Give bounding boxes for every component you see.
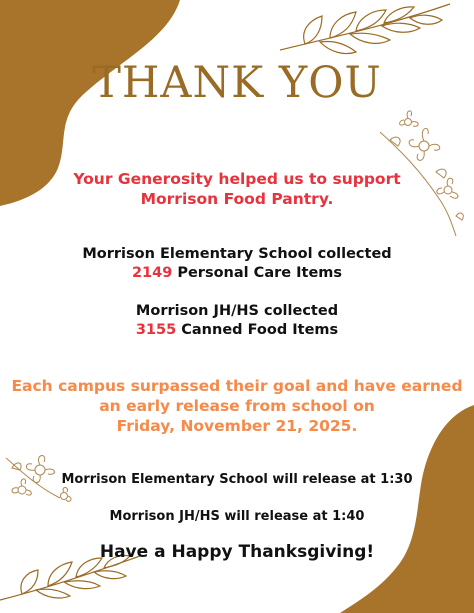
elementary-collected-line: Morrison Elementary School collected bbox=[82, 246, 392, 262]
support-line-2: Morrison Food Pantry. bbox=[140, 190, 334, 208]
support-line-1: Your Generosity helped us to support bbox=[73, 170, 401, 188]
goal-line-1: Each campus surpassed their goal and have earned bbox=[11, 377, 463, 395]
jhhs-items-label: Canned Food Items bbox=[176, 322, 339, 338]
elementary-count: 2149 bbox=[131, 265, 173, 281]
page-title: THANK YOU bbox=[92, 58, 382, 108]
top-branch-icon bbox=[280, 4, 450, 54]
jhhs-items-line bbox=[0, 322, 474, 338]
elementary-items-label: Personal Care Items bbox=[172, 265, 343, 281]
goal-line-3: Friday, November 21, 2025. bbox=[116, 417, 358, 435]
closing-message: Have a Happy Thanksgiving! bbox=[99, 542, 375, 562]
elementary-items-line bbox=[0, 265, 474, 281]
elementary-release-line: Morrison Elementary School will release at 1:30 bbox=[61, 472, 413, 487]
jhhs-collected-line: Morrison JH/HS collected bbox=[135, 303, 339, 319]
bottom-branch-icon bbox=[0, 556, 140, 601]
jhhs-count: 3155 bbox=[135, 322, 177, 338]
goal-line-2: an early release from school on bbox=[99, 397, 375, 415]
jhhs-release-line: Morrison JH/HS will release at 1:40 bbox=[109, 509, 365, 524]
